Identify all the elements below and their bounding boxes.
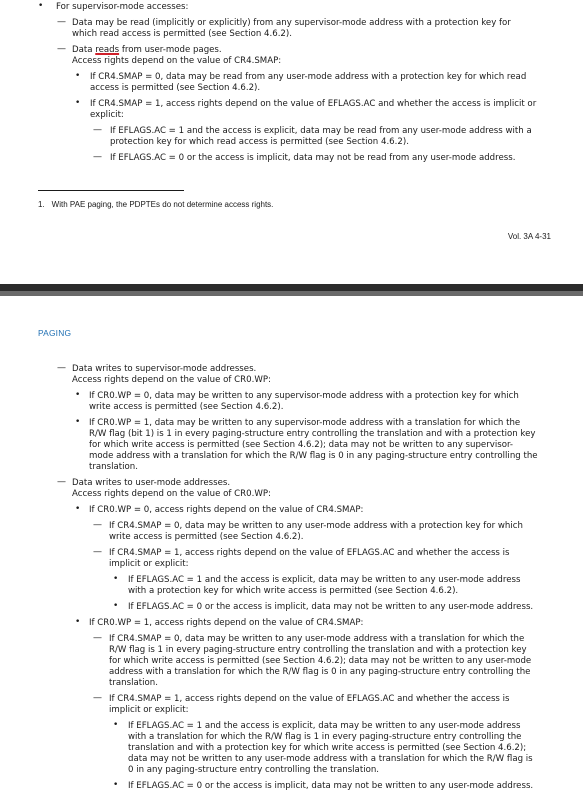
text-line: translation. [89, 462, 138, 472]
bullet-marker: • [113, 601, 119, 611]
dash-marker: — [57, 44, 66, 54]
text-line: Data writes to supervisor-mode addresses. [72, 364, 257, 374]
document-page-lower [0, 296, 583, 796]
text-line: If CR0.WP = 0, access rights depend on the value of CR4.SMAP: [89, 505, 364, 515]
highlighted-word: reads [95, 45, 120, 55]
running-header: PAGING [38, 328, 72, 338]
page-divider [0, 284, 583, 296]
text-line: with a protection key for which write access is permitted (see Section 4.6.2). [128, 586, 459, 596]
text-line: mode address with a translation for which the R/W flag is 0 in any paging-structure entry controlling the [89, 451, 538, 461]
footnote-number: 1. [38, 200, 45, 209]
text-line: Data may be read (implicitly or explicitly) from any supervisor-mode address with a protection key for [72, 18, 511, 28]
text-line: If CR4.SMAP = 0, data may be written to any user-mode address with a translation for which the [109, 634, 525, 644]
text-line: translation and with a protection key for which write access is permitted (see Section 4.6.2); [128, 743, 527, 753]
footnote-text: With PAE paging, the PDPTEs do not determine access rights. [51, 200, 274, 209]
document-page-upper [0, 0, 583, 284]
page-number: Vol. 3A 4-31 [507, 232, 551, 241]
bullet-marker: • [75, 390, 81, 400]
text-line: with a translation for which the R/W flag is 1 in every paging-structure entry controlling the [128, 732, 522, 742]
bullet-marker: • [75, 504, 81, 514]
footnote-rule [38, 190, 184, 191]
text-line: for which write access is permitted (see Section 4.6.2); data may not be written to any supervisor- [89, 440, 514, 450]
text-line: for which write access is permitted (see Section 4.6.2); data may not be written to any user-mode [109, 656, 532, 666]
dash-marker: — [57, 363, 66, 373]
text-line: Data writes to user-mode addresses. [72, 478, 231, 488]
text-line: If CR4.SMAP = 1, access rights depend on the value of EFLAGS.AC and whether the access is [109, 694, 510, 704]
dash-marker: — [93, 693, 102, 703]
text-line: For supervisor-mode accesses: [56, 2, 189, 12]
text-line: If CR4.SMAP = 0, data may be written to any user-mode address with a protection key for which [109, 521, 523, 531]
dash-marker: — [57, 477, 66, 487]
text-line: Access rights depend on the value of CR4.SMAP: [72, 56, 282, 66]
text-line: If EFLAGS.AC = 1 and the access is explicit, data may be written to any user-mode address [128, 575, 521, 585]
text-line: R/W flag is 1 in every paging-structure entry controlling the translation and with a protection key [109, 645, 527, 655]
text-line: If CR0.WP = 1, data may be written to any supervisor-mode address with a translation for which the [89, 418, 521, 428]
text-line: translation. [109, 678, 158, 688]
text-line: which read access is permitted (see Section 4.6.2). [72, 29, 292, 39]
text-line: If CR4.SMAP = 1, access rights depend on the value of EFLAGS.AC and whether the access is implicit or [90, 99, 537, 109]
text-line: If CR4.SMAP = 0, data may be read from any user-mode address with a protection key for which read [90, 72, 527, 82]
bullet-marker: • [113, 574, 119, 584]
text-line: Access rights depend on the value of CR0.WP: [72, 375, 271, 385]
text-line: write access is permitted (see Section 4.6.2). [109, 532, 304, 542]
text-line: 0 in any paging-structure entry controlling the translation. [128, 765, 380, 775]
bullet-marker: • [75, 617, 81, 627]
text-line: implicit or explicit: [109, 559, 189, 569]
bullet-marker: • [75, 98, 81, 108]
dash-marker: — [57, 17, 66, 27]
text-line: If EFLAGS.AC = 1 and the access is explicit, data may be written to any user-mode address [128, 721, 521, 731]
dash-marker: — [93, 633, 102, 643]
text-line: write access is permitted (see Section 4.6.2). [89, 402, 284, 412]
text-fragment: Data [72, 45, 96, 55]
bullet-marker: • [75, 71, 81, 81]
text-line: If EFLAGS.AC = 1 and the access is explicit, data may be read from any user-mode address with a [110, 126, 532, 136]
text-line: If CR4.SMAP = 1, access rights depend on the value of EFLAGS.AC and whether the access is [109, 548, 510, 558]
dash-marker: — [93, 125, 102, 135]
bullet-marker: • [113, 720, 119, 730]
dash-marker: — [93, 547, 102, 557]
bullet-marker: • [75, 417, 81, 427]
text-line: If EFLAGS.AC = 0 or the access is implicit, data may not be read from any user-mode address. [110, 153, 516, 163]
text-line: address with a translation for which the R/W flag is 0 in any paging-structure entry controlling the [109, 667, 531, 677]
text-line: protection key for which read access is permitted (see Section 4.6.2). [110, 137, 409, 147]
text-line [72, 45, 222, 56]
text-line: If EFLAGS.AC = 0 or the access is implicit, data may not be written to any user-mode address. [128, 781, 534, 791]
bullet-marker: • [113, 780, 119, 790]
footnote [38, 199, 273, 210]
dash-marker: — [93, 152, 102, 162]
text-line: data may not be written to any user-mode address with a translation for which the R/W flag is [128, 754, 533, 764]
bullet-marker: • [38, 1, 44, 11]
text-line: implicit or explicit: [109, 705, 189, 715]
dash-marker: — [93, 520, 102, 530]
text-line: If CR0.WP = 0, data may be written to any supervisor-mode address with a protection key for which [89, 391, 519, 401]
text-line: R/W flag (bit 1) is 1 in every paging-structure entry controlling the translation and with a protection key [89, 429, 536, 439]
text-fragment: from user-mode pages. [121, 45, 222, 55]
text-line: access is permitted (see Section 4.6.2). [90, 83, 261, 93]
text-line: Access rights depend on the value of CR0.WP: [72, 489, 271, 499]
text-line: If EFLAGS.AC = 0 or the access is implicit, data may not be written to any user-mode address. [128, 602, 534, 612]
text-line: explicit: [90, 110, 124, 120]
text-line: If CR0.WP = 1, access rights depend on the value of CR4.SMAP: [89, 618, 364, 628]
